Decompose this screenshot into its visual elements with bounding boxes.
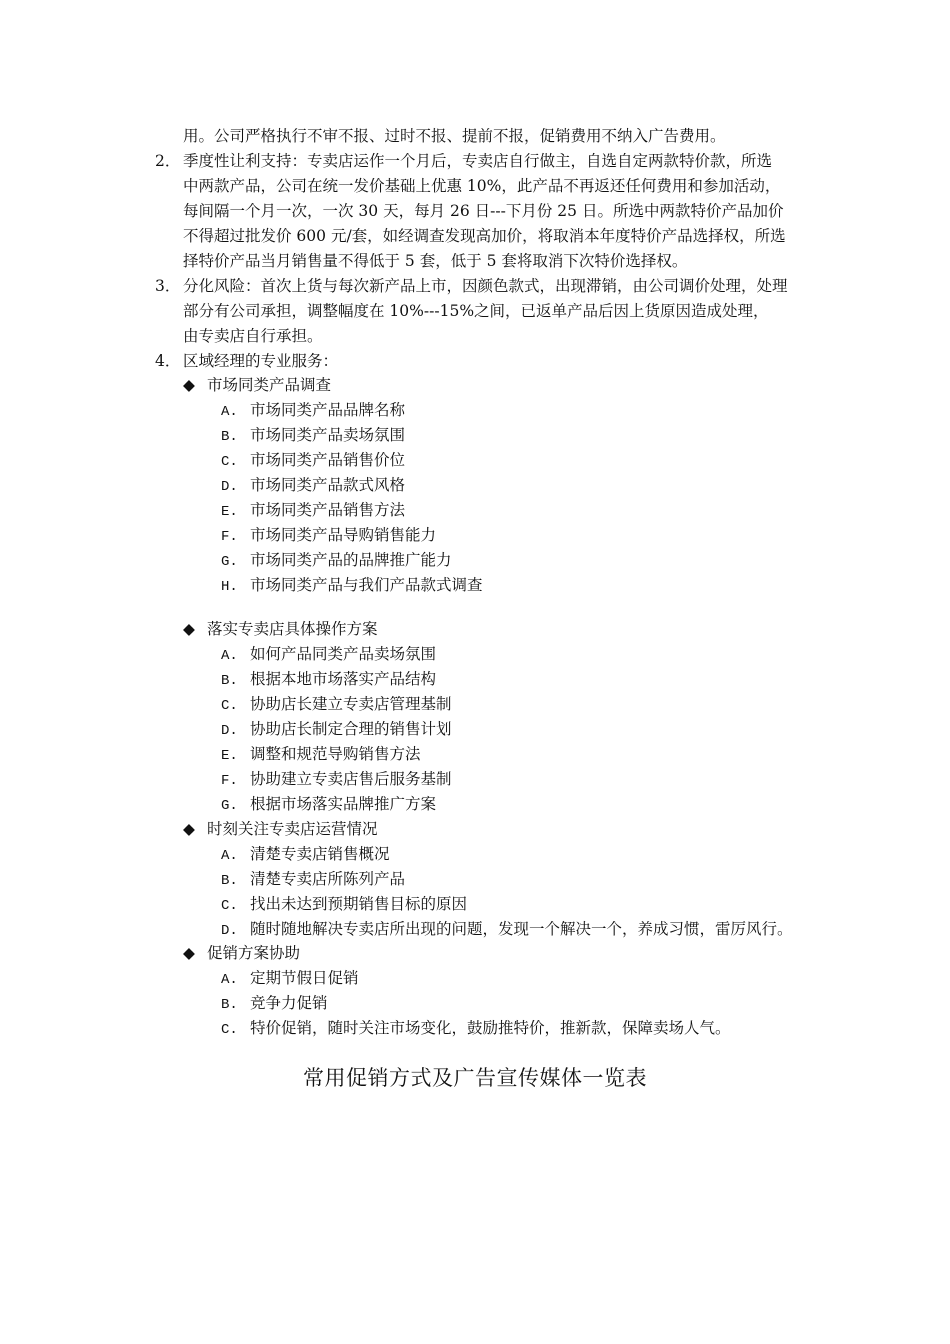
item-3-line-3: 由专卖店自行承担。 bbox=[183, 327, 323, 345]
item-2-line-4: 不得超过批发价 600 元/套，如经调查发现高加价，将取消本年度特价产品选择权，所选 bbox=[183, 227, 786, 245]
diamond-bullet-icon: ◆ bbox=[183, 376, 195, 394]
section-heading-market-research bbox=[183, 373, 331, 398]
list-item: A. 如何产品同类产品卖场氛围 bbox=[221, 645, 437, 664]
section-heading-store-monitoring bbox=[183, 817, 378, 842]
list-item: D. 随时随地解决专卖店所出现的问题，发现一个解决一个，养成习惯，雷厉风行。 bbox=[221, 920, 793, 939]
list-item: D. 市场同类产品款式风格 bbox=[221, 476, 406, 495]
section-heading-text: 市场同类产品调查 bbox=[207, 376, 332, 394]
list-item: A. 定期节假日促销 bbox=[221, 969, 359, 988]
list-item: B. 根据本地市场落实产品结构 bbox=[221, 670, 437, 689]
diamond-bullet-icon: ◆ bbox=[183, 820, 195, 838]
item-number-3: 3． bbox=[155, 277, 181, 295]
table-title: 常用促销方式及广告宣传媒体一览表 bbox=[303, 1066, 647, 1090]
item-3-line-2: 部分有公司承担，调整幅度在 10%---15%之间，已返单产品后因上货原因造成处理， bbox=[183, 302, 769, 320]
section-heading-text: 促销方案协助 bbox=[207, 944, 301, 962]
item-2-line-1: 季度性让利支持：专卖店运作一个月后，专卖店自行做主，自选自定两款特价款，所选 bbox=[183, 152, 773, 170]
diamond-bullet-icon: ◆ bbox=[183, 944, 195, 962]
list-item: G. 根据市场落实品牌推广方案 bbox=[221, 795, 437, 814]
continuation-line: 用。公司严格执行不审不报、过时不报、提前不报，促销费用不纳入广告费用。 bbox=[183, 127, 726, 145]
list-item: B. 市场同类产品卖场氛围 bbox=[221, 426, 406, 445]
list-item: D. 协助店长制定合理的销售计划 bbox=[221, 720, 452, 739]
list-item: C. 特价促销，随时关注市场变化，鼓励推特价，推新款，保障卖场人气。 bbox=[221, 1019, 731, 1038]
diamond-bullet-icon: ◆ bbox=[183, 620, 195, 638]
section-heading-promotion-support bbox=[183, 941, 300, 966]
list-item: B. 竞争力促销 bbox=[221, 994, 328, 1013]
list-item: A. 市场同类产品品牌名称 bbox=[221, 401, 406, 420]
section-heading-store-operations bbox=[183, 617, 378, 642]
list-item: B. 清楚专卖店所陈列产品 bbox=[221, 870, 406, 889]
item-number-4: 4． bbox=[155, 352, 181, 370]
list-item: E. 市场同类产品销售方法 bbox=[221, 501, 406, 520]
item-number-2: 2． bbox=[155, 152, 181, 170]
list-item: C. 找出未达到预期销售目标的原因 bbox=[221, 895, 468, 914]
list-item: H. 市场同类产品与我们产品款式调查 bbox=[221, 576, 483, 595]
item-2-line-5: 择特价产品当月销售量不得低于 5 套，低于 5 套将取消下次特价选择权。 bbox=[183, 252, 688, 270]
item-3-line-1: 分化风险：首次上货与每次新产品上市，因颜色款式，出现滞销，由公司调价处理，处理 bbox=[183, 277, 788, 295]
list-item: F. 市场同类产品导购销售能力 bbox=[221, 526, 437, 545]
item-2-line-3: 每间隔一个月一次，一次 30 天，每月 26 日---下月份 25 日。所选中两款特价产品加价 bbox=[183, 202, 784, 220]
list-item: C. 协助店长建立专卖店管理基制 bbox=[221, 695, 452, 714]
section-heading-text: 时刻关注专卖店运营情况 bbox=[207, 820, 378, 838]
list-item: G. 市场同类产品的品牌推广能力 bbox=[221, 551, 452, 570]
item-4-line-1: 区域经理的专业服务： bbox=[183, 352, 339, 370]
list-item: A. 清楚专卖店销售概况 bbox=[221, 845, 390, 864]
list-item: E. 调整和规范导购销售方法 bbox=[221, 745, 421, 764]
list-item: F. 协助建立专卖店售后服务基制 bbox=[221, 770, 452, 789]
item-2-line-2: 中两款产品，公司在统一发价基础上优惠 10%，此产品不再返还任何费用和参加活动， bbox=[183, 177, 781, 195]
section-heading-text: 落实专卖店具体操作方案 bbox=[207, 620, 378, 638]
list-item: C. 市场同类产品销售价位 bbox=[221, 451, 406, 470]
